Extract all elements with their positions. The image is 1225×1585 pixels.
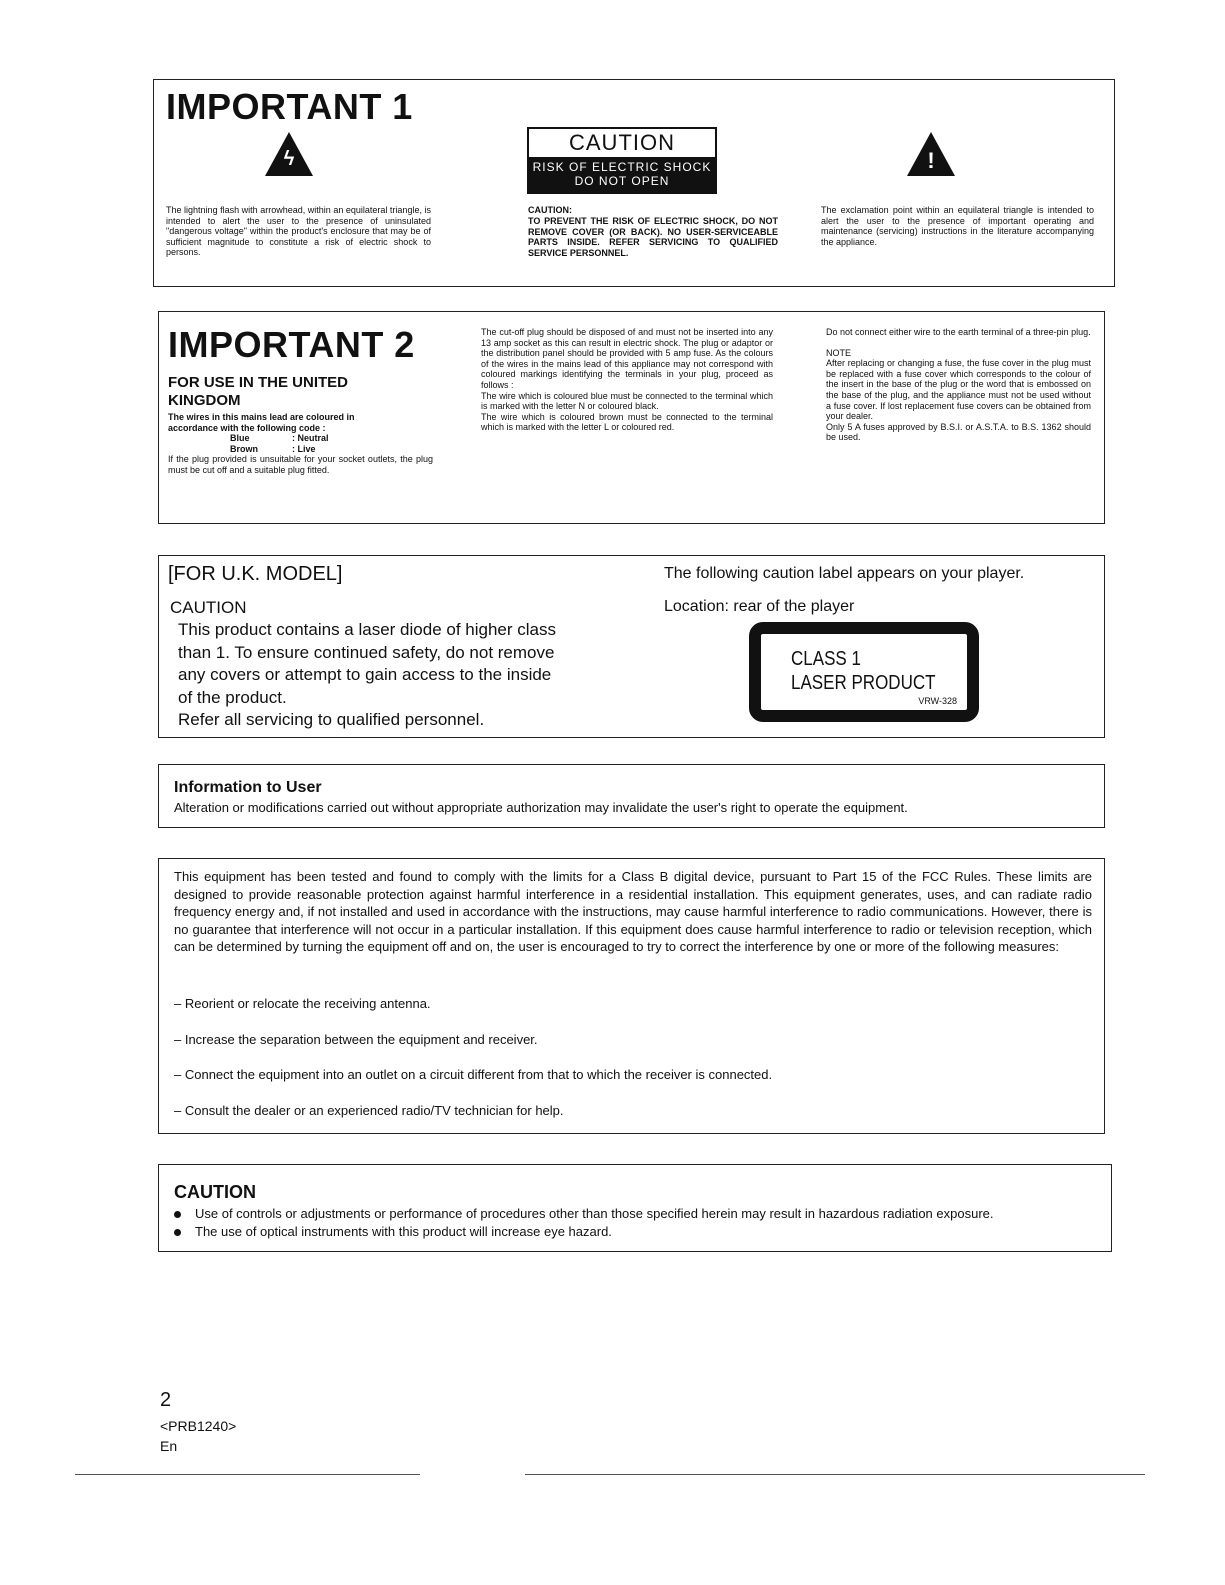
fuse-approval-text: Only 5 A fuses approved by B.S.I. or A.S.T.A. to B.S. 1362 should be used. [826, 421, 1091, 443]
uk-model-box [158, 555, 1105, 738]
fcc-box [158, 858, 1105, 1134]
caution-bullet-1: Use of controls or adjustments or performance of procedures other than those specified herein may result in hazardous radiation exposure. [195, 1206, 994, 1221]
important-1-title: IMPORTANT 1 [166, 86, 413, 127]
uk-model-heading: [FOR U.K. MODEL] [168, 563, 343, 585]
label-location: Location: rear of the player [664, 598, 855, 615]
lightning-warning-icon: ϟ [265, 132, 313, 176]
bullet-icon [174, 1211, 181, 1218]
brown-wire-text: The wire which is coloured brown must be connected to the terminal which is marked with the letter L or coloured red. [481, 411, 773, 433]
laser-product-label [749, 622, 979, 722]
page-number: 2 [160, 1389, 172, 1411]
caution-box-heading: CAUTION [174, 1182, 256, 1202]
fcc-text: This equipment has been tested and found to comply with the limits for a Class B digital device, pursuant to Part 15 of the FCC Rules. These limits are designed to provide reasonable protection against harmful interference in a residential installation. This equipment generates, uses, and can radiate radio frequency energy and, if not installed and used in accordance with the instructions, may cause harmful interference to radio communications. However, there is no guarantee that interference will not occur in a particular installation. If this equipment does cause harmful interference to radio or television reception, which can be determined by turning the equipment off and on, the user is encouraged to try to correct the interference by one or more of the following measures: [174, 869, 1092, 954]
language-code: En [160, 1438, 178, 1454]
label-intro: The following caution label appears on your player. [664, 565, 1025, 582]
caution-box [158, 1164, 1112, 1252]
earth-terminal-text: Do not connect either wire to the earth terminal of a three-pin plug. [826, 327, 1091, 337]
uk-caution-line4: of the product. [178, 687, 287, 707]
fcc-measure-2: – Increase the separation between the equipment and receiver. [174, 1032, 538, 1047]
brown-wire-label: Brown [230, 443, 258, 454]
exclamation-warning-text: The exclamation point within an equilateral triangle is intended to alert the user to the presence of important operating and maintenance (servicing) instructions in the literature accompanying the appliance. [821, 205, 1094, 247]
uk-caution-line2: than 1. To ensure continued safety, do not remove [178, 642, 555, 662]
uk-caution-line3: any covers or attempt to gain access to the inside [178, 665, 552, 684]
caution-heading: CAUTION: [528, 205, 572, 215]
plug-text: If the plug provided is unsuitable for your socket outlets, the plug must be cut off and a suitable plug fitted. [168, 454, 433, 475]
uk-use-subtitle-line2: KINGDOM [168, 392, 241, 409]
blue-wire-text: The wire which is coloured blue must be connected to the terminal which is marked with the letter N or coloured black. [481, 390, 773, 412]
fuse-cover-text: After replacing or changing a fuse, the fuse cover in the plug must be replaced with a fuse cover which corresponds to the colour of the insert in the base of the plug or the word that is embossed on the base of the plug, and the appliance must not be used without a fuse cover. If lost replacement fuse covers can be obtained from your dealer. [826, 358, 1091, 422]
blue-wire-value: : Neutral [292, 433, 329, 444]
info-user-box [158, 764, 1105, 828]
lightning-warning-text: The lightning flash with arrowhead, within an equilateral triangle, is intended to alert the user to the presence of uninsulated "dangerous voltage" within the product's enclosure that may be of sufficient magnitude to constitute a risk of electric shock to persons. [166, 205, 431, 258]
cut-off-plug-text: The cut-off plug should be disposed of and must not be inserted into any 13 amp socket as this can result in electric shock. The plug or adaptor or the distribution panel should be provided with 5 amp fuse. As the colours of the wires in the mains lead of this appliance may not correspond with coloured markings identifying the terminals in your plug, proceed as follows : [481, 327, 773, 390]
fcc-measure-1: – Reorient or relocate the receiving antenna. [174, 996, 431, 1011]
uk-model-caution: CAUTION [170, 598, 247, 617]
uk-caution-line1: This product contains a laser diode of higher class [178, 620, 556, 639]
info-user-heading: Information to User [174, 779, 322, 796]
note-heading: NOTE [826, 347, 852, 358]
brown-wire-value: : Live [292, 443, 316, 454]
important-2-box [158, 311, 1105, 524]
caution-shock-label [527, 127, 717, 194]
caution-label-top: CAUTION [529, 129, 715, 157]
wires-code-line2: accordance with the following code : [168, 422, 326, 433]
important-1-box [153, 79, 1115, 287]
important-2-title: IMPORTANT 2 [168, 324, 415, 365]
fcc-measure-4: – Consult the dealer or an experienced radio/TV technician for help. [174, 1103, 564, 1118]
blue-wire-label: Blue [230, 433, 250, 444]
footer-rule-left [75, 1474, 420, 1475]
fcc-measure-3: – Connect the equipment into an outlet on a circuit different from that to which the receiver is connected. [174, 1067, 773, 1082]
caution-text: TO PREVENT THE RISK OF ELECTRIC SHOCK, DO NOT REMOVE COVER (OR BACK). NO USER-SERVICEABLE PARTS INSIDE. REFER SERVICING TO QUALIFIED SERVICE PERSONNEL. [528, 215, 778, 259]
laser-label-line2: LASER PRODUCT [791, 672, 936, 694]
bullet-icon [174, 1229, 181, 1236]
laser-label-line1: CLASS 1 [791, 648, 861, 670]
uk-caution-line5: Refer all servicing to qualified personnel. [178, 710, 485, 729]
wires-code-line1: The wires in this mains lead are coloured in [168, 412, 355, 422]
uk-use-subtitle-line1: FOR USE IN THE UNITED [168, 374, 349, 391]
caution-bullet-2: The use of optical instruments with this product will increase eye hazard. [195, 1224, 612, 1239]
document-code: <PRB1240> [160, 1418, 237, 1434]
exclamation-warning-icon: ! [907, 132, 955, 176]
caution-label-line1: RISK OF ELECTRIC SHOCK [532, 160, 712, 174]
caution-label-line2: DO NOT OPEN [574, 174, 670, 188]
footer-rule-right [525, 1474, 1145, 1475]
laser-label-code: VRW-328 [918, 696, 957, 706]
info-user-text: Alteration or modifications carried out without appropriate authorization may invalidate the user's right to operate the equipment. [174, 800, 908, 815]
